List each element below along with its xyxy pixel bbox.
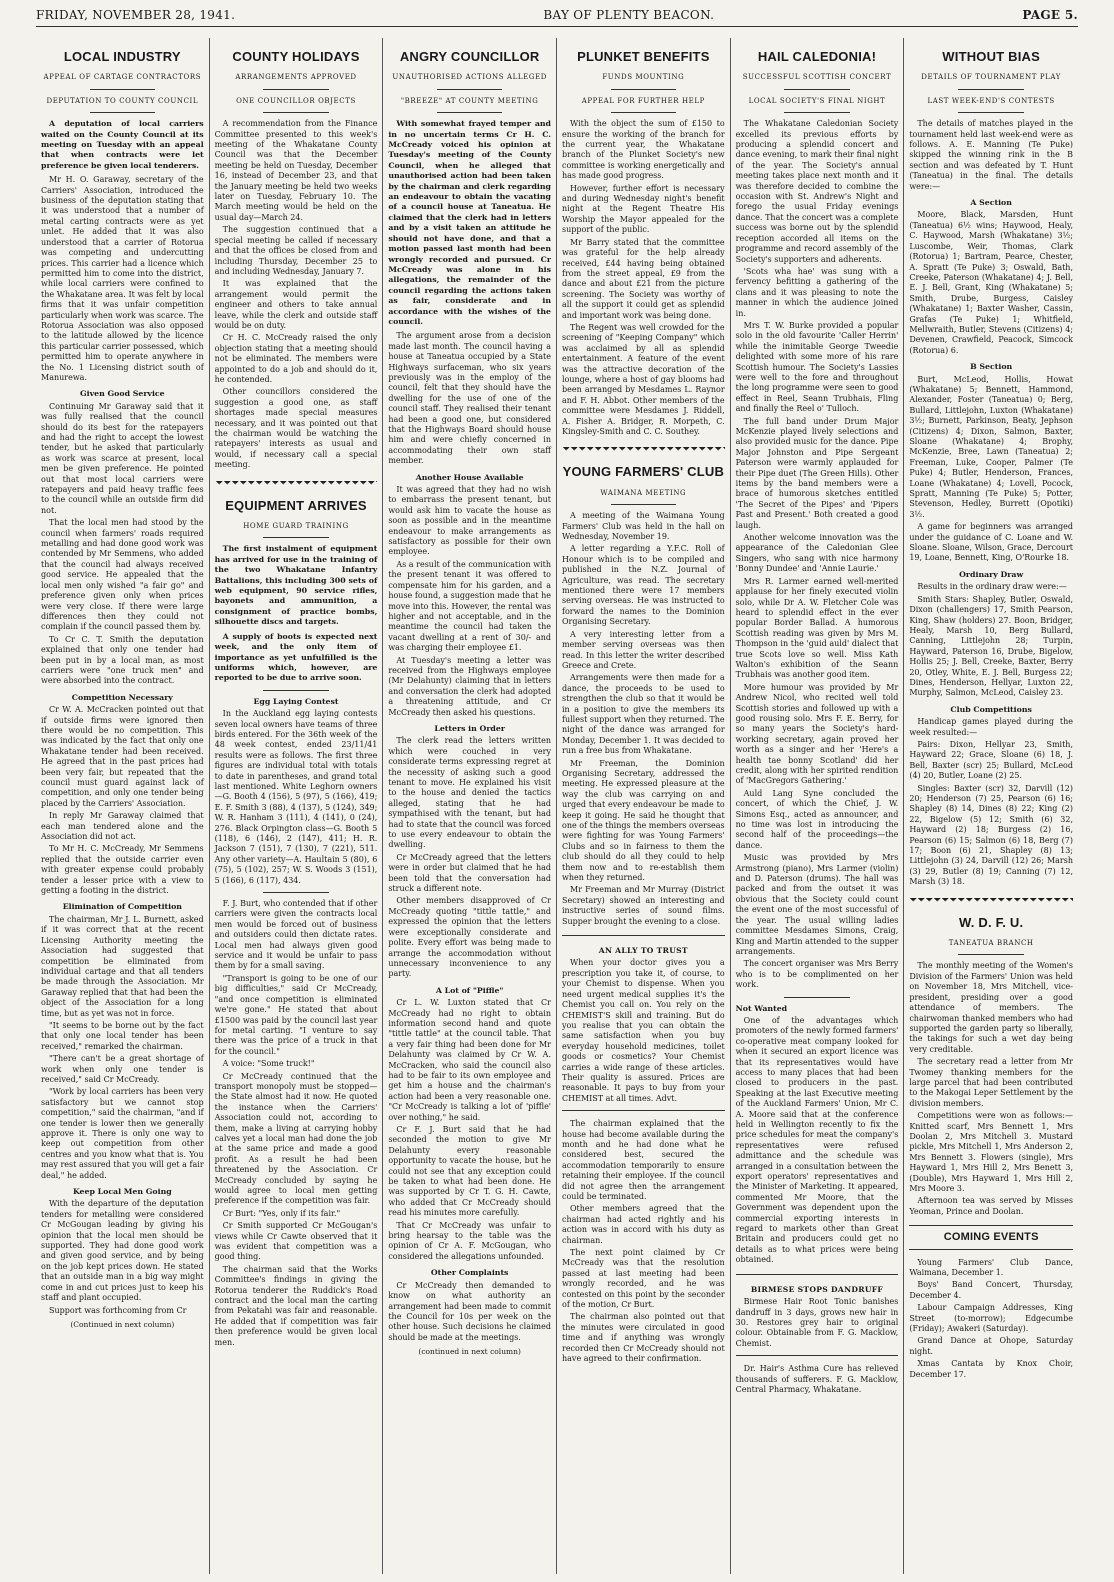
paragraph: The chairman said that the Works Committee's findings in giving the Rotorua tenderer the Ruddick's Road contract and the local man the carting from Pekatahi was fair and reasonable. He added that if competition was fair then preference would be given local men. [214, 1264, 378, 1347]
event-item: Grand Dance at Ohope, Saturday night. [909, 1336, 1073, 1356]
paragraph: Results in the ordinary draw were:— [917, 582, 1067, 592]
divider [784, 997, 849, 998]
event-item: Boys' Band Concert, Thursday, December 4. [909, 1280, 1073, 1300]
paragraph: Cr McCready agreed that the letters were in order but claimed that he had been told that the conversation had struck a different note. [388, 852, 551, 894]
paragraph: The full band under Drum Major McKenzie played lively selections and also provided music for the dance. Pipe Major Johnston and Pipe Sergeant Paterson were warmly applauded for their Pipe duet (The Green Hills). Other items by the band members were a brace of humorous sketches entitled 'The Secret of the Pipes' and 'Pipers Past and Present.' Both created a good laugh. [735, 416, 899, 530]
paragraph: Competitions were won as follows:—Knitted scarf, Mrs Bennett 1, Mrs Doolan 2, Mrs Mitchell 3. Mustard pickle, Mrs Mitchell 1, Mrs Anderson 2, Mrs Bennett 3. Flowers (single), Mrs Hayward 1, Mrs Hill 2, Mrs Benett 3, (Double), Mrs Hayward 1, Mrs Hill 2, Mrs Moore 3. [909, 1111, 1073, 1193]
paragraph: To Mr H. C. McCready, Mr Semmens replied that the outside carrier even with greater expense could probably tender a lesser price with a view to getting a footing in the district. [41, 844, 204, 896]
paragraph: Music was provided by Mrs Armstrong (piano), Mrs Larmer (violin) and D. Paterson (drums). The hall was packed and from the outset it was obvious that the Society could count the event one of the most successful of the year. The usual willing ladies committee Mesdames Simons, Craig, King and Martin attended to the supper arrangements. [735, 853, 899, 956]
headline-coming-events: COMING EVENTS [943, 1231, 1039, 1244]
paragraph: "Transport is going to be one of our big difficulties," said Cr McCready, "and once competition is eliminated we're gone." He stated that about £1500 was paid by the council last year for metal carting. "I venture to say there was the price of a truck in that for the council." [214, 973, 378, 1056]
paragraph: The chairman, Mr J. L. Burnett, asked if it was correct that at the recent Licensing Authority meeting the Association had suggested that competition be eliminated from individual cartage and that all tenders be made through the Association. Mr Garaway replied that that had been the object of the Association for a long time, but as yet was not in force. [41, 914, 204, 1018]
headline-plunket-benefits: PLUNKET BENEFITS [577, 49, 710, 64]
subhead: LOCAL SOCIETY'S FINAL NIGHT [748, 96, 886, 105]
section-heading: Club Competitions [950, 704, 1032, 714]
headline-equipment-arrives: EQUIPMENT ARRIVES [225, 497, 367, 513]
paragraph: A game for beginners was arranged under the guidance of C. Loane and W. Sloane. Sloane, Wilson, Grace, Dercourt 19, Loane, Bennett, King, O'Rourke 18. [909, 522, 1073, 563]
section-heading: Egg Laying Contest [253, 696, 339, 706]
paragraph: At Tuesday's meeting a letter was received from the Highways employee (Mr Delahunty) claiming that in letters and conversation the clerk had adopted a threatening attitude, and Cr McCready then asked his questions. [388, 655, 551, 717]
advertisement-box [562, 935, 725, 1111]
headline-hail-caledonia: HAIL CALEDONIA! [757, 49, 877, 64]
paragraph: It was agreed that they had no wish to embarrass the present tenant, but would ask him to vacate the house as soon as possible and in the meantime endeavour to make arrangements as satisfactory as possible for their own employee. [388, 485, 551, 557]
paragraph: Other members disapproved of Cr McCready quoting "tittle tattle," and expressed the opinion that the letters were exceptionally considerate and polite. Every effort was being made to arrange the accommodation without unnecessary inconvenience to any party. [388, 896, 551, 979]
divider [263, 537, 328, 538]
zigzag-divider [909, 898, 1073, 904]
paragraph: The chairman explained that the house had become available during the month and he had done what he considered best, secured the accommodation temporarily to ensure retaining their employee. If the council did not agree then the arrangement could be terminated. [562, 1119, 725, 1201]
paragraph: The Whakatane Caledonian Society excelled its previous efforts by producing a splendid concert and dance evening, to mark their final night of the year. The Society's annual meeting takes place next month and it was therefore decided to combine the occasion with St. Andrew's Night and forego the usual Friday evenings dance. That the concert was a complete success was borne out by the splendid reception accorded all items on the programme and record assembly of the Society's supporters and adherents. [735, 119, 899, 264]
paragraph: The chairman also pointed out that the minutes were circulated in good time and if anything was wrongly recorded then Cr McCready should not have agreed to their confirmation. [562, 1312, 725, 1364]
lead-paragraph: A supply of boots is expected next week, and the only item of importance as yet unfulfilled is the uniforms which, however, are reported to be due to arrive soon. [214, 631, 378, 683]
advertisement-box [736, 1274, 899, 1356]
advertisement-text: Dr. Hair's Asthma Cure has relieved thousands of sufferers. F. G. Macklow, Central Pharmacy, Whakatane. [735, 1364, 899, 1394]
paragraph: "It seems to be borne out by the fact that only one local tender has been received," remarked the chairman. [41, 1020, 204, 1051]
section-heading: Another House Available [415, 472, 524, 482]
paragraph: In the Auckland egg laying contests seven local owners have teams of three birds entered. For the 36th week of the 48 week contest, ended 23/11/41 results were as follows. The first three figures are individual total with totals to date in parentheses, and grand total last mentioned. White Leghorn owners—G. Booth 4 (156), 5 (97), 5 (166), 419; E. F. Smith 3 (88), 4 (137), 5 (124), 349; W. R. Hanham 3 (111), 4 (141), 0 (24), 276. Black Orpington class—G. Booth 5 (118), 6 (146), 2 (147), 411; H. R. Jackson 7 (151), 7 (130), 7 (221), 511. Any other variety—A. Haultain 5 (80), 6 (75), 5 (102), 257; W. S. Woods 3 (151), 5 (166), 6 (117), 434. [214, 709, 378, 885]
paragraph: "Work by local carriers has been very satisfactory but we cannot stop competition," said the chairman, "and if one tender is lower then we generally approve it. There is only one way to keep out competition from other centres and you know what that is. You may rest assured that you will get a fair deal," he added. [41, 1087, 204, 1180]
event-item: Labour Campaign Addresses, King Street (to-morrow); Edgecumbe (Friday); Awakeri (Saturday). [909, 1303, 1073, 1334]
paragraph: However, further effort is necessary and during Wednesday night's benefit night at the Regent Theatre His Worship the Mayor appealed for the support of the public. [562, 183, 725, 235]
paragraph: The details of matches played in the tournament held last week-end were as follows. A. E. Manning (Te Puke) skipped the winning rink in the B section and was defeated by T. Hunt (Taneatua) in the final. The details were:— [909, 119, 1073, 191]
subhead: FUNDS MOUNTING [602, 73, 685, 82]
paragraph: "There can't be a great shortage of work when only one tender is received," said Cr McCready. [41, 1054, 204, 1084]
column-5 [731, 38, 905, 1574]
paper-title: BAY OF PLENTY BEACON. [543, 8, 715, 22]
paragraph: More humour was provided by Mr Andrew Nicol, who recited well told Scottish stories and followed up with a good rousing solo. Mrs F. E. Berry, for so many years the Society's hard-working secretary, again proved her worth as a singer and her 'Here's a health tae bonny Scotland' did her credit, along with her spirited rendition of 'MacGregors Gathering.' [735, 682, 899, 786]
paragraph: The monthly meeting of the Women's Division of the Farmers' Union was held on November 18, Mrs Mitchell, vice-president, presiding over a good attendance of members. The chairwoman thanked members who had supported the garden party so liberally, the takings for such a wet day being very creditable. [909, 961, 1073, 1054]
headline-angry-councillor: ANGRY COUNCILLOR [399, 49, 540, 64]
paragraph: In reply Mr Garaway claimed that each man tendered alone and the Association did not act. [41, 811, 204, 842]
paragraph: Cr McCready then demanded to know on what authority an arrangement had been made to commit the Council for 10s per week on the other house. Such decisions he claimed should be made at the meetings. [388, 1280, 551, 1342]
paragraph: Mr Freeman and Mr Murray (District Secretary) showed an interesting and instructive series of sound films. Supper brought the evening to a close. [562, 885, 725, 926]
headline-wdfu: W. D. F. U. [959, 914, 1024, 930]
section-heading: Not Wanted [735, 1003, 788, 1013]
subhead: ARRANGEMENTS APPROVED [235, 73, 357, 82]
lead-paragraph: The first instalment of equipment has arrived for use in the training of the two Whakatane Infantry Battalions, this including 300 sets of web equipment, 90 service rifles, bayonets and ammunition, a consignment of practice bombs, silhouette discs and targets. [214, 544, 378, 627]
divider [784, 89, 849, 90]
subhead: TANEATUA BRANCH [948, 939, 1034, 948]
paragraph: That the local men had stood by the council when farmers' roads required metalling and had done good work was contended by Mr Semmens, who added that the council had always received good service. He appealed that the local men only wished "a fair go" and preference given only when prices were very close. If there were large differences then they could not complain if the council passed them by. [41, 518, 204, 632]
paragraph: Cr F. J. Burt said that he had seconded the motion to give Mr Delahunty every reasonable opportunity to vacate the house, but he could not see that any exception could be taken to what had been done. He was supported by Cr T. G. H. Cawte, who added that Cr McCready should read his minutes more carefully. [388, 1125, 551, 1218]
headline-young-farmers-club: YOUNG FARMERS' CLUB [562, 464, 725, 480]
divider [784, 112, 849, 113]
paragraph: Mr Barry stated that the committee was grateful for the help already received, £44 having being obtained from the street appeal, £9 from the dance and about £21 from the picture screening. The Society was worthy of all the support it could get as splendid and important work was being done. [562, 237, 725, 320]
paragraph: Singles: Baxter (scr) 32, Darvill (12) 20; Henderson (7) 25, Pearson (6) 16; Shapley (8) 14, Dines (8) 22; King (2) 22, Bigelow (5) 12; Smith (6) 32, Hayward (2) 18; Burgess (2) 16, Pearson (6) 15; Salmon (6) 18, Berg (7) 17; Boon (6) 21, Shapley (8) 13; Littlejohn (3) 24, Darvill (12) 26; Marsh (3) 29, Butler (8) 19; Canning (7) 12, Marsh (3) 18. [909, 783, 1073, 887]
column-3 [383, 38, 557, 1574]
divider [90, 89, 155, 90]
masthead [36, 4, 1078, 27]
headline-county-holidays: COUNTY HOLIDAYS [232, 49, 360, 64]
divider [263, 89, 328, 90]
paragraph: A letter regarding a Y.F.C. Roll of Honour which is to be compiled and published in the N.Z. Journal of Agriculture, was read. The secretary mentioned there were 17 members serving overseas. He was instructed to forward the names to the Dominion Organising Secretary. [562, 544, 725, 627]
section-heading: Elimination of Competition [62, 902, 182, 912]
divider [437, 89, 502, 90]
paragraph: The argument arose from a decision made last month. The council having a house at Taneatua occupied by a State Highways surfaceman, who six years previously was in the employ of the council, felt that they should have the dwelling for the use of one of the council staff. They realised their tenant had been a good one, but considered that the Highways Board should house him and were chiefly concerned in accommodating their own staff member. [388, 331, 551, 466]
paragraph: Mrs T. W. Burke provided a popular solo in the old favourite 'Caller Herrin' while the inimitable George Tweedie delighted with some more of his rare Scottish humour. The Society's Lassies were well to the fore and throughout the long programme were seen to good effect in Reel, Seann Trubhais, Fling and finally the Reel o' Tulloch. [735, 320, 899, 414]
paragraph: To Cr C. T. Smith the deputation explained that only one tender had been put in by a local man, as most carriers were "one truck men" and were absorbed into the contract. [41, 634, 204, 686]
paragraph: A very interesting letter from a member serving overseas was then read. In this letter the writer described Greece and Crete. [562, 629, 725, 670]
subhead: DETAILS OF TOURNAMENT PLAY [921, 73, 1062, 82]
paragraph: That Cr McCready was unfair to bring hearsay to the table was the opinion of Cr A. F. McGougan, who considered the allegations unfounded. [388, 1220, 551, 1261]
paragraph: One of the advantages which promoters of the newly formed farmers' co-operative meat company looked for when it secured an export licence was that its representatives would have access to many places that had been closed to producers in the past. Speaking at the last Executive meeting of the Auckland Farmers' Union, Mr C. A. Moore said that at the conference held in Wellington recently to fix the price schedules for meat the company's representatives were refused admittance and the schedule was arranged in a consultation between the export operators' representatives and the Minister of Marketing. It appeared, commented Mr Moore, that the Government was dependent upon the commercial exporting interests in regard to markets other than Great Britain and producers could get no details as to what prices were being obtained. [735, 1015, 899, 1265]
subhead: WAIMANA MEETING [600, 488, 687, 497]
divider [958, 89, 1023, 90]
divider [437, 112, 502, 113]
column-4 [557, 38, 731, 1574]
subhead: LAST WEEK-END'S CONTESTS [927, 96, 1055, 105]
divider [611, 504, 676, 505]
divider [611, 89, 676, 90]
paragraph: Mr H. O. Garaway, secretary of the Carriers' Association, introduced the business of the deputation stating that it was understood that a number of metal carting contracts were as yet unlet. He added that it was also understood that a carrier of Rotorua was competing and undercutting prices. This carrier had a licence which permitted him to come into the district, while local carriers were confined to the Whakatane area. It was felt by local firms that it was unfair competition particularly when work was scarce. The Rotorua Association was also opposed to the latitude allowed by the licence this particular carrier possessed, which permitted him to operate anywhere in the No. 1 Licensing district south of Manurewa. [41, 175, 204, 382]
section-heading: Competition Necessary [71, 692, 173, 702]
paragraph: Support was forthcoming from Cr [49, 1305, 187, 1315]
continued-note: (Continued in next column) [70, 1319, 175, 1329]
paragraph: Pairs: Dixon, Hellyar 23, Smith, Hayward 22; Grace, Sloane (6) 18, J. Bell, Baxter (scr) 25; Bullard, McLeod (4) 20, Butler, Loane (2) 25. [909, 739, 1073, 781]
zigzag-divider [215, 481, 378, 487]
paragraph: Auld Lang Syne concluded the concert, of which the Chief, J. W. Simons Esq., acted as announcer, and no time was lost in introducing the second half of the proceedings—the dance. [735, 788, 899, 850]
section-heading: Letters in Order [434, 723, 505, 733]
zigzag-divider [562, 447, 725, 453]
paragraph: Afternoon tea was served by Misses Yeoman, Prince and Doolan. [909, 1196, 1073, 1216]
paragraph: The Regent was well crowded for the screening of "Keeping Company" which was acclaimed by all as splendid entertainment. A feature of the event was the attractive decoration of the lounge, where a host of gay blooms had been arranged by Mesdames L. Raynor and F. H. Abbot. Other members of the committee were Mesdames J. Riddell, A. Fisher A. Bridger, R. Morpeth, C. Kingsley-Smith and C. C. Southey. [562, 322, 725, 436]
subhead: SUCCESSFUL SCOTTISH CONCERT [742, 73, 892, 82]
paragraph: Mr Freeman, the Dominion Organising Secretary, addressed the meeting. He expressed pleasure at the way the club was carrying on and urged that every endeavour be made to keep it going. He said he thought that one of the things the members overseas were fighting for was Young Farmers' Clubs and so in fairness to them the club should do all they could to help them now and to re-establish them when they returned. [562, 758, 725, 883]
divider [958, 112, 1023, 113]
headline-without-bias: WITHOUT BIAS [942, 49, 1041, 64]
paragraph: Cr L. W. Luxton stated that Cr McCready had no right to obtain information second hand and quote "tittle tattle" at the council table. That a very fair thing had been done for Mr Delahunty was claimed by Cr W. A. McCracken, who said the council also had to be fair to its own employee and get him a house and the chairman's action had been a very reasonable one. "Cr McCready is talking a lot of 'piffle' over nothing," he said. [388, 998, 551, 1122]
paragraph: A recommendation from the Finance Committee presented to this week's meeting of the Whakatane County Council was that the December meeting be held on Tuesday, December 16, instead of December 23, and that the January meeting be held two weeks later on Tuesday, February 10. The March meeting would be held on the usual day—March 24. [214, 119, 378, 222]
paragraph: With the departure of the deputation tenders for metalling were considered Cr McGougan leading by giving his opinion that the local men should be supported. They had done good work and given good service, and by being on the job kept prices down. He stated that an outside man in a big way might come in and cut prices just to keep his staff and plant occupied. [41, 1199, 204, 1303]
paragraph: Burt, McLeod, Hollis, Howat (Whakatane) 5; Bennett, Hammond, Alexander, Foster (Taneatua) 0; Berg, Bullard, Littlejohn, Luxton (Whakatane) 3½; Burnett, Parkinson, Beaty, Jephson (Citizens) 4; Dixon, Salmon, Baxter, Sloane (Whakatane) 4; Brophy, McKenzie, Bree, Lawn (Taneatua) 2; Freeman, Luke, Cooper, Palmer (Te Puke) 4; Butler, Henderson, Frances, Loane (Whakatane) 4; Lovell, Pocock, Spratt, Manning (Te Puke) 5; Potter, Stevenson, Hedley, Burrett (Opotiki) 3½. [909, 374, 1073, 519]
divider [263, 892, 328, 893]
advertisement-heading: BIRMESE STOPS DANDRUFF [750, 1284, 884, 1294]
section-heading: A Section [970, 198, 1012, 208]
paragraph: The next point claimed by Cr McCready was that the resolution passed at last meeting had been wrongly recorded, and he was contested on this point by the seconder of the motion, Cr Burt. [562, 1248, 725, 1310]
column-1 [36, 38, 210, 1574]
column-6 [904, 38, 1078, 1574]
advertisement-text: When your doctor gives you a prescription you take it, of course, to your Chemist to dispense. When you need urgent medical supplies it's the Chemist you call on. You rely on the CHEMIST'S skill and training. But do you realise that you can obtain the same satisfaction when you buy everyday household medicines, toilet goods or cosmetics? Your Chemist carries a wide range of these articles. Their quality is assured. Prices are reasonable. It pays to buy from your CHEMIST at all times. Advt. [562, 958, 725, 1103]
subhead: HOME GUARD TRAINING [243, 522, 349, 531]
paragraph: Cr W. A. McCracken pointed out that if outside firms were ignored then there would be no competition. This was indicated by the fact that only one Whakatane tender had been received. He agreed that in the past prices had been very fair, but repeated that the council must guard against lack of competition, and only one tender being placed by the Carriers' Association. [41, 705, 204, 808]
paragraph: Mrs R. Larmer earned well-merited applause for her finely executed violin solo, while Dr A. W. Fletcher Cole was heard to splendid effect in the ever popular Border Ballad. A humorous Scottish reading was given by Mrs M. Thompson in the 'guid auld' dialect that true Scots love so well. Miss Kath Walton's exhibition of the Seann Trubhais was another good item. [735, 576, 899, 680]
divider [958, 954, 1023, 955]
paragraph: With the object the sum of £150 to ensure the working of the branch for the current year, the Whakatane branch of the Plunket Society's new committee is working energetically and has made good progress. [562, 119, 725, 181]
section-heading: Ordinary Draw [959, 569, 1024, 579]
paragraph: The secretary read a letter from Mr Twomey thanking members for the large parcel that had been contributed to the Makogai Leper Settlement by the division members. [909, 1057, 1073, 1108]
event-item: Xmas Cantata by Knox Choir, December 17. [909, 1359, 1073, 1379]
headline-local-industry: LOCAL INDUSTRY [63, 49, 181, 64]
paragraph: The suggestion continued that a special meeting be called if necessary and that the offices be closed from and including Thursday, December 25 to and including Wednesday, January 7. [214, 225, 378, 276]
section-heading: A Lot of "Piffle" [435, 985, 504, 995]
page-number: PAGE 5. [1022, 8, 1078, 22]
paragraph: Moore, Black, Marsden, Hunt (Taneatua) 6½ wins; Haywood, Healy, C. Haywood, Marsh (Whakatane) 3½; Luscombe, Weir, Thomas, Clark (Rotorua) 1; Bartram, Pearce, Chester, A. Spratt (Te Puke) 3; Oswald, Bath, Creeke, Paterson (Whakatane) 4; J. Bell, E. J. Bell, Grant, King (Whakatane) 5; Smith, Drube, Burgess, Caisley (Whakatane) 1; Baxter Washer, Cassin, Grafas (Te Puke) 1; Whitfield, Mellwraith, Butler, Stevens (Citizens) 4; Devenen, Crawfield, Peacock, Simcock (Rotorua) 6. [909, 210, 1073, 355]
paragraph: A voice: "Some truck!" [222, 1059, 315, 1069]
paragraph: Cr Burt: "Yes, only if its fair." [222, 1208, 341, 1218]
columns [36, 38, 1078, 1574]
paragraph: F. J. Burt, who contended that if other carriers were given the contracts local men would be forced out of business and outsiders could then dictate rates. Local men had always given good service and it would be unfair to pass them by for a small saving. [214, 899, 378, 971]
paragraph: Cr Smith supported Cr McGougan's views while Cr Cawte observed that it was evident that competition was a good thing. [214, 1221, 378, 1262]
event-item: Young Farmers' Club Dance, Waimana, December 1. [909, 1257, 1073, 1278]
subhead: APPEAL FOR FURTHER HELP [581, 96, 705, 105]
paragraph: A meeting of the Waimana Young Farmers' Club was held in the hall on Wednesday, November 19. [562, 511, 725, 542]
advertisement-text: Birmese Hair Root Tonic banishes dandruff in 3 days, grows new hair in 30. Restores grey hair to original colour. Obtainable from F. G. Macklow, Chemist. [735, 1297, 899, 1348]
divider [611, 112, 676, 113]
paragraph: Arrangements were then made for a dance, the proceeds to be used to strengthen the club so that it would be in a position to give the members its fullest support when they returned. The night of the dance was arranged for Monday, December 1. It was decided to run a free bus from Whakatane. [562, 673, 725, 756]
paragraph: The concert organiser was Mrs Berry who is to be complimented on her work. [735, 959, 899, 990]
paragraph: Other members agreed that the chairman had acted rightly and his action was in accord with his duty as chairman. [562, 1204, 725, 1245]
issue-date: FRIDAY, NOVEMBER 28, 1941. [36, 8, 236, 22]
paragraph: Another welcome innovation was the appearance of the Caledonian Glee Singers, who sang with nice harmony 'Bonny Dundee' and 'Annie Laurie.' [735, 533, 899, 574]
advertisement-heading: AN ALLY TO TRUST [598, 946, 688, 956]
subhead: DEPUTATION TO COUNTY COUNCIL [46, 96, 199, 105]
divider [263, 112, 328, 113]
subhead: "BREEZE" AT COUNTY MEETING [400, 96, 539, 105]
continued-note: (continued in next column) [418, 1347, 521, 1357]
column-2 [210, 38, 384, 1574]
subhead: UNAUTHORISED ACTIONS ALLEGED [392, 73, 547, 82]
coming-events-box [909, 1225, 1073, 1249]
paragraph: Continuing Mr Garaway said that it was fully realised that the council should do its best for the ratepayers and had the right to accept the lowest tender, but he asked that particularly as work was scarce at present, local men be given preference. He pointed out that most local carriers were ratepayers and paid heavy traffic fees to the council while an outside firm did not. [41, 401, 204, 515]
lead-paragraph: With somewhat frayed temper and in no uncertain terms Cr H. C. McCready voiced his opinion at Tuesday's meeting of the County Council, when he alleged that unauthorised action had been taken by the chairman and clerk regarding an endeavour to obtain the vacating of a council house at Taneatua. He claimed that the clerk had in letters and by a visit taken an attitude he should not have done, and that a motion passed last month had been wrongly recorded and pursued. Cr McCready was alone in his allegations, the remainder of the council regarding the actions taken as fair, considerate and in accordance with the wishes of the council. [388, 119, 551, 326]
paragraph: It was explained that the arrangement would permit the engineer and others to take annual leave, while the clerk and outside staff would be on duty. [214, 279, 378, 330]
paragraph: 'Scots wha hae' was sung with a fervency befitting a gathering of the clans and it was pleasing to note the manner in which the audience joined in. [735, 266, 899, 318]
divider [90, 112, 155, 113]
lead-paragraph: A deputation of local carriers waited on the County Council at its meeting on Tuesday with an appeal that when contracts were let preference be given local tenderers. [41, 119, 204, 170]
paragraph: The clerk read the letters written which were couched in very considerate terms expressing regret at the necessity of asking such a good tenant to move. He explained his visit to the house and denied the tactics alleged, stating that he had sympathised with the tenant, but had had to state that the council was forced to use every endeavour to obtain the dwelling. [388, 736, 551, 850]
paragraph: As a result of the communication with the present tenant it was offered to compensate him for his garden, and a house found, a suggestion made that he move into this. However, the rental was higher and not acceptable, and in the meantime the council had taken the vacant dwelling at a rent of 30/- and was charging their employee £1. [388, 559, 551, 653]
paragraph: Cr H. C. McCready raised the only objection stating that a meeting should not be eliminated. The members were appointed to do a job and should do it, he contended. [214, 333, 378, 384]
divider [263, 690, 328, 691]
paragraph: Other councillors considered the suggestion a good one, as staff shortages made special measures necessary, and it was pointed out that the chairman would be watching the ratepayers' interests as usual and would, if necessary call a special meeting. [214, 387, 378, 470]
paragraph: Handicap games played during the week resulted:— [909, 717, 1073, 737]
section-heading: Other Complaints [430, 1268, 509, 1278]
section-heading: Keep Local Men Going [72, 1187, 172, 1197]
paragraph: Smith Stars: Shapley, Butler, Oswald, Dixon (challengers) 17, Smith Pearson, King, Shaw (holders) 27. Boon, Bridger, Healy, Marsh 10, Berg Bullard, Canning, Littlejohn 28; Turpin, Hayward, Paterson 16, Drube, Bigelow, Hollis 25; J. Bell, Creeke, Baxter, Berry 20, Otley, White, E. J. Bell, Burgess 22; Dines, Henderson, Hellyar, Luxton 22, Murphy, Salmon, McLeod, Caisley 23. [909, 594, 1073, 698]
section-heading: B Section [970, 362, 1013, 372]
subhead: ONE COUNCILLOR OBJECTS [236, 96, 356, 105]
subhead: APPEAL OF CARTAGE CONTRACTORS [43, 73, 202, 82]
section-heading: Given Good Service [80, 389, 165, 399]
paragraph: Cr McCready continued that the transport monopoly must be stopped—the State almost had it now. He quoted the instance when the Carriers' Association could not, according to them, make a living at carrying hobby calves yet a local man had done the job at the same price and made a good profit. As a result he had been threatened by the Association. Cr McCready concluded by saying he would agree to local men getting preference if the competition was fair. [214, 1071, 378, 1206]
